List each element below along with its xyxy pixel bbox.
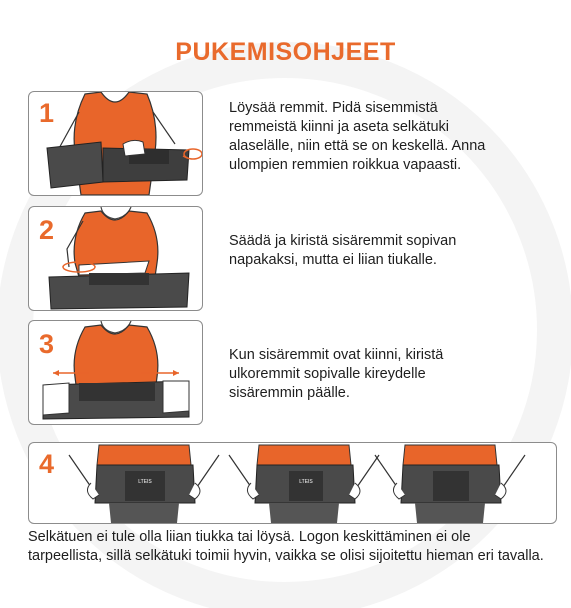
step-2-number: 2 <box>39 215 55 245</box>
step-4-illustration <box>28 442 557 524</box>
step-1-text: Löysää remmit. Pidä sisemmistä remmeistä kiinni ja aseta selkätuki alaselälle, niin että se on keskellä. Anna ulompien remmien roikkua vapaasti. <box>229 100 486 173</box>
step-1-number: 1 <box>39 98 55 128</box>
footer-note: Selkätuen ei tule olla liian tiukka tai löysä. Logon keskittäminen ei ole tarpeellista, sillä selkätuki toimii hyvin, vaikka se olisi sijoitettu hieman eri tavalla. <box>28 529 544 564</box>
step-3-illustration <box>28 320 203 425</box>
page-title: PUKEMISOHJEET <box>175 38 396 66</box>
figure-3 <box>375 445 525 523</box>
step-2-illustration <box>28 206 203 311</box>
step-1-illustration <box>28 91 203 196</box>
step-3-number: 3 <box>39 329 55 359</box>
svg-text:LTEIS: LTEIS <box>138 479 152 485</box>
step-4-number: 4 <box>39 449 55 479</box>
step-2-text: Säädä ja kiristä sisäremmit sopivan napakaksi, mutta ei liian tiukalle. <box>229 233 457 268</box>
step-3-text: Kun sisäremmit ovat kiinni, kiristä ulkoremmit sopivalle kireydelle sisäremmin päälle. <box>229 347 444 401</box>
svg-text:LTEIS: LTEIS <box>299 479 313 485</box>
figure-2 <box>229 445 379 523</box>
figure-1 <box>69 445 219 523</box>
